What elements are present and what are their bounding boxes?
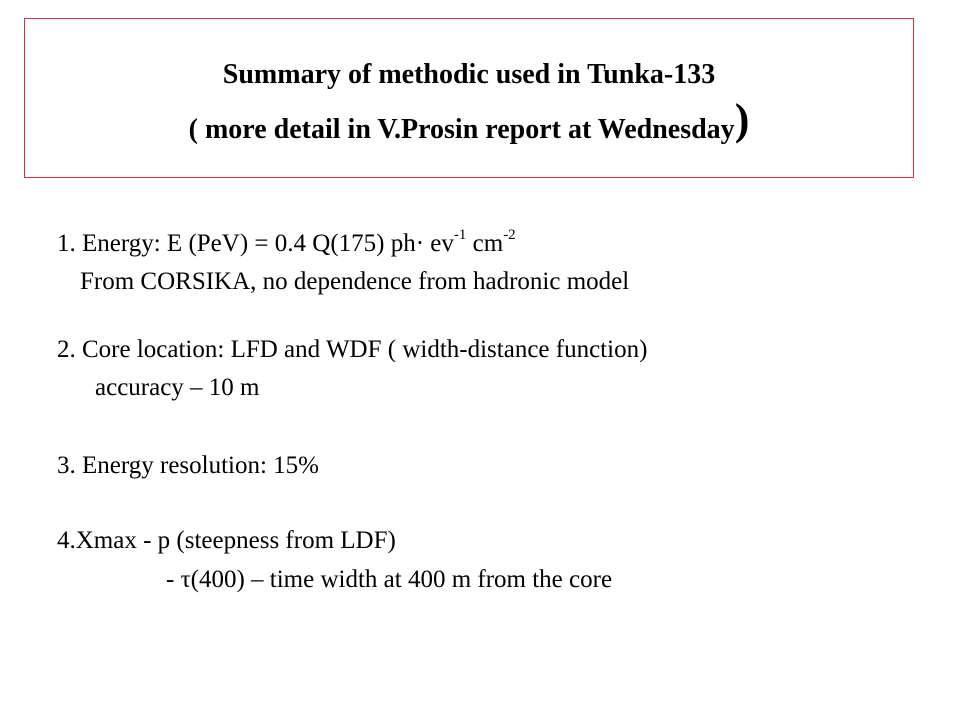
subtitle-text: ( more detail in V.Prosin report at Wednesday — [188, 114, 735, 145]
item-energy-resolution: 3. Energy resolution: 15% — [57, 452, 319, 479]
subtitle-close-paren: ) — [734, 95, 750, 144]
slide-subtitle — [25, 95, 913, 146]
energy-exponent-2: -2 — [503, 226, 516, 243]
item-xmax: 4.Xmax - p (steepness from LDF) — [57, 527, 396, 554]
item-energy-note: From CORSIKA, no dependence from hadronic model — [80, 268, 630, 295]
slide-title: Summary of methodic used in Tunka-133 — [222, 59, 716, 90]
energy-formula: 1. Energy: E (PeV) = 0.4 Q(175) ph· ev — [57, 230, 454, 257]
energy-unit: cm — [466, 230, 504, 257]
item-energy — [57, 226, 516, 258]
item-xmax-note: - τ(400) – time width at 400 m from the core — [166, 566, 613, 593]
item-core-location: 2. Core location: LFD and WDF ( width-distance function) — [57, 336, 648, 363]
item-core-location-note: accuracy – 10 m — [95, 374, 260, 401]
title-box — [24, 18, 914, 178]
energy-exponent-1: -1 — [453, 226, 467, 243]
